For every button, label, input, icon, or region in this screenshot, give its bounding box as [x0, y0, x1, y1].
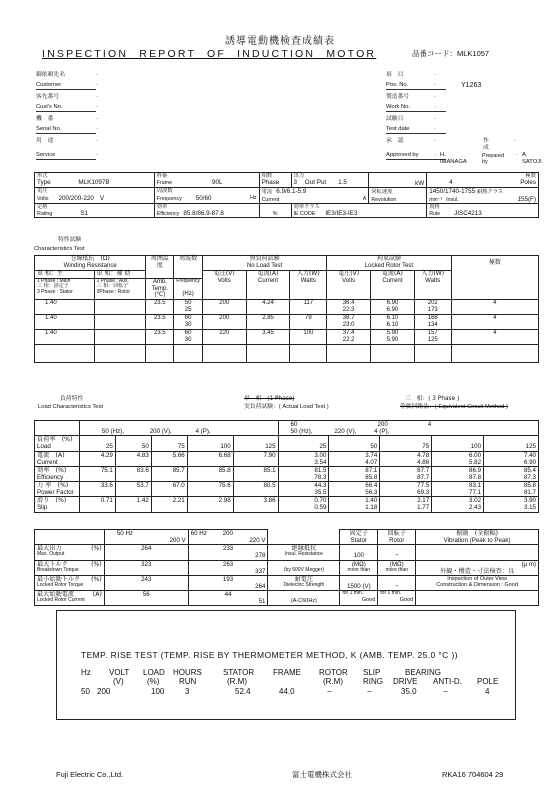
bdt-label: 最大トルク (%) Breakdown Torque	[35, 560, 105, 575]
rev-insul-cell: 1450/1740-1755 耐熱クラス min⁻¹ Insul. 155(F)	[427, 188, 539, 203]
ins-rotor-value: −	[378, 545, 416, 560]
eff-unit-cell: %	[259, 203, 291, 217]
dot: ·	[434, 138, 436, 144]
dot: ·	[96, 82, 98, 88]
dot: ·	[434, 104, 436, 110]
load-current-label: 電流 (A) Current	[35, 451, 80, 466]
stator-head: 固定子 Stator	[340, 530, 378, 545]
lr-volts-values: 37.4 22.2	[327, 329, 371, 344]
perf-60hz-head: 60 Hz 200 220 V	[188, 530, 268, 545]
freq-cell: 周波数 Frequency 50/60 Hz	[154, 188, 259, 203]
amb-temp-head: 周囲温度	[146, 256, 174, 279]
load-condition-row	[35, 421, 539, 436]
phase-cell: 相数 Phase	[259, 173, 291, 188]
ds-label: 耐電圧 Dielectric Strength	[268, 575, 340, 590]
title-japanese: 誘導電動機検査成績表	[225, 36, 335, 47]
perf-lrt-row: 最小始動トルク (%) Locked Rotor Torque 243 193 264 耐電圧 Dielectric Strength 1500 (V) − Inspection of Outer View Construction & Dimension : Good	[35, 575, 539, 590]
single-phase-label: 単 相 (1 Phase)	[244, 396, 295, 402]
main-head: 単 相：主	[35, 270, 95, 278]
load-pf-label: 力 率 (%) Power Factor	[35, 482, 80, 497]
dot: ·	[516, 152, 518, 158]
winding-resistance-head: 巻線抵抗 (Ω) Winding Resistance	[35, 256, 146, 271]
footer-company-en: Fuji Electric Co.,Ltd.	[56, 770, 124, 779]
load-current-row: 電流 (A) Current 4.29 4.83 5.66 6.68 7.90 3.00 3.54 3.74 4.07 4.78 4.86 6.00 5.82 7.40 6.90	[35, 451, 539, 466]
approved-label-en: Approved by	[386, 152, 446, 160]
dot: ·	[434, 152, 436, 158]
lr-current-values: 5.90 5.90	[371, 329, 415, 344]
temp-rise-title: TEMP. RISE TEST (TEMP. RISE BY THERMOMETER METHOD, K (AMB. TEMP. 25.0 °C ))	[81, 650, 458, 660]
footer-doc-no: RKA16 704604 29	[442, 770, 504, 779]
ds-rotor: −	[378, 575, 416, 590]
type-cell: 形式 Type MLK1097B	[35, 173, 155, 188]
ins-stator-unit: (MΩ) more than	[340, 560, 378, 575]
test-label-en: Test date	[386, 126, 446, 134]
custno-label-ja: 客先番号	[36, 94, 60, 100]
iecode-cell: 効率クラス IE CODE IE3/IE3-IE3	[291, 203, 427, 217]
work-label-ja: 製造番号	[386, 94, 410, 100]
phase-output-cell: 出力 3 Out Put 1.5	[291, 173, 369, 188]
characteristics-table	[34, 255, 539, 363]
main-en-head: 1 Phase : Main 三 相：固定子 3 Phase : Stator	[35, 278, 95, 300]
performance-table	[34, 529, 539, 606]
dot: ·	[96, 116, 98, 122]
three-phase-label: 三 相：( 3 Phase )	[405, 396, 460, 402]
poles-head: 極数	[451, 256, 538, 300]
temp-rise-box: TEMP. RISE TEST (TEMP. RISE BY THERMOMETER METHOD, K (AMB. TEMP. 25.0 °C )) Hz VOLT LOAD HOURS STATOR FRAME ROTOR SLIP BEARING (V) (%) RUN (R.M) (R.M) RING DRIVE ANTI-D. POLE 50 200 100 3 52.4 44.0 − − 35.0 − 4	[56, 610, 516, 720]
char-head-1	[35, 256, 539, 271]
ins-rotor-unit: (MΩ) more than	[378, 560, 416, 575]
perf-bdt-row: 最大トルク (%) Breakdown Torque 323 263 337 (by 500V Megger) (MΩ) more than (MΩ) more than (μ m) 外観・構造・寸法検査：良	[35, 560, 539, 575]
work-label-en: Work No.	[386, 104, 446, 112]
revolution-cell: 回転速度 Revolution	[369, 188, 427, 203]
load-rate-row: 負荷率 (%) Load 25 50 75 100 125 25 50 75 100 125	[35, 436, 539, 451]
char-row-2: 1.40 23.5 60 30 200 2.85 79 38.7 23.0 6.10 6.10 168 134 4	[35, 315, 539, 330]
custno-label-en: Cust's No.	[36, 104, 96, 112]
volts-cell: 電圧 Volts 200/200-220 V	[35, 188, 155, 203]
freq-values: 60 30	[174, 329, 203, 344]
frame-cell: 枠番 Frame 90L	[154, 173, 259, 188]
load-slip-label: 滑り (%) Slip	[35, 497, 80, 512]
lrc-label: 最大始動電流 (A) Locked Rotor Current	[35, 591, 105, 606]
load-pf-row: 力 率 (%) Power Factor 33.6 53.7 67.0 75.6 80.5 44.3 35.5 66.4 56.3 77.5 69.3 83.1 77.1 85.8 81.7	[35, 482, 539, 497]
lr-current-values: 6.90 6.90	[371, 300, 415, 315]
lr-watts-values: 168 134	[414, 315, 451, 330]
pos-value: Y1263	[461, 82, 482, 89]
actual-load-label: 実負荷試験：( Actual Load Test )	[244, 404, 329, 410]
ds-rotor-good: for 1 min. Good	[378, 591, 416, 606]
customer-label-en: Customer	[36, 82, 96, 90]
lr-watts-values: 157 125	[414, 329, 451, 344]
spec-row-3	[35, 203, 539, 217]
load-eff-label: 効率 (%) Efficiency	[35, 466, 80, 481]
prepared-label-ja: 作 成	[483, 138, 495, 151]
freq-values: 60 30	[174, 315, 203, 330]
ds-stator-good: for 1 min. Good	[340, 591, 378, 606]
vib-unit-cell: (μ m) 外観・構造・寸法検査：良	[416, 560, 539, 575]
freq-values: 50 25	[174, 300, 203, 315]
customer-label-ja: 御依頼先名	[36, 72, 65, 78]
freq-unit-head: Frequency (Hz)	[174, 278, 203, 300]
product-code-label: 品番コード：	[412, 49, 457, 58]
dot: ·	[96, 72, 98, 78]
service-label-en: Service	[36, 152, 96, 160]
lrc-60: 44 51	[188, 591, 268, 606]
load-title-en: Load Characteristics Test	[38, 404, 103, 410]
aux-head: 単 相：補 助	[94, 270, 146, 278]
lr-watts-head: 入力(W) Watts	[414, 270, 451, 300]
dot: ·	[434, 94, 436, 100]
cond-50hz: 50 (Hz), 200 (V), 4 (P),	[79, 421, 278, 436]
output-unit-cell: kW	[369, 173, 427, 188]
lr-volts-head: 電圧(V) Volts	[327, 270, 371, 300]
char-title-en: Characteristics Test	[34, 246, 85, 252]
nl-volts-head: 電圧(V) Volts	[202, 270, 246, 300]
rating-cell: 定格 Rating S1	[35, 203, 155, 217]
lr-watts-values: 202 173	[414, 300, 451, 315]
dot: ·	[96, 152, 98, 158]
dot: ·	[96, 138, 98, 144]
cond-60hz: 60 200 4 50 (Hz), 220 (V), 4 (P),	[278, 421, 538, 436]
dot: ·	[96, 104, 98, 110]
dot: ·	[434, 116, 436, 122]
current-cell: 電流 6.9/6.1-5.9 Current A	[259, 188, 369, 203]
perf-head-row	[35, 530, 539, 545]
eff-cell: 効率 Efficiency 85.8/86.9-87.8	[154, 203, 259, 217]
ds-value: 1500 (V)	[340, 575, 378, 590]
load-rate-label: 負荷率 (%) Load	[35, 436, 80, 451]
perf-lrc-row: 最大始動電流 (A) Locked Rotor Current 56 44 51 (A-C60Hz) for 1 min. Good for 1 min. Good	[35, 591, 539, 606]
dot: ·	[96, 94, 98, 100]
amb-unit-head: Amb. Temp. (℃)	[146, 278, 174, 300]
item-label-ja: 項 目	[386, 72, 404, 78]
load-table	[34, 420, 539, 513]
lr-volts-values: 38.7 23.0	[327, 315, 371, 330]
lr-current-values: 6.10 6.10	[371, 315, 415, 330]
serial-label-en: Serial No.	[36, 126, 96, 134]
test-label-ja: 試験日	[386, 116, 404, 122]
approved-value: H. IMANAGA	[440, 152, 467, 165]
pos-label: Pos. No.	[386, 82, 446, 90]
vibration-head: 振動 (全振幅) Vibration (Peak to Peak)	[416, 530, 539, 545]
prepared-value: A. SATOJI	[522, 152, 542, 165]
perf-50hz-head: 50 Hz 200 V	[104, 530, 188, 545]
dot: ·	[434, 72, 436, 78]
ins-label: 絶縁抵抗 Insul. Resistance	[268, 545, 340, 560]
char-row-3: 1.40 23.5 60 30 220 3.45 100 37.4 22.2 5.90 5.90 157 125 4	[35, 329, 539, 344]
title-english: INSPECTION REPORT OF INDUCTION MOTOR	[42, 48, 377, 60]
maxout-60: 233 278	[188, 545, 268, 560]
dot: ·	[514, 138, 516, 144]
load-eff-row: 効率 (%) Efficiency 75.1 83.6 85.7 85.8 85.1 81.5 78.3 87.1 85.8 87.7 87.7 86.9 87.8 85.4 87.3	[35, 466, 539, 481]
equiv-circuit-label: 等価回路法：( Equivalent Circuit Method )	[400, 404, 508, 410]
serial-label-ja: 機 番	[36, 116, 54, 122]
product-code-value: MLK1057	[457, 49, 490, 58]
locked-rotor-head: 拘束試験 Locked Rotor Test	[327, 256, 451, 271]
load-title-ja: 負荷特性	[60, 396, 84, 402]
ins-megger: (by 500V Megger)	[268, 560, 340, 575]
lrt-label: 最小始動トルク (%) Locked Rotor Torque	[35, 575, 105, 590]
prepared-label-en: Prepared by	[482, 153, 505, 166]
lr-volts-values: 36.4 22.3	[327, 300, 371, 315]
dot: ·	[434, 126, 436, 132]
service-label-ja: 用 途	[36, 138, 54, 144]
load-slip-row: 滑り (%) Slip 0.71 1.42 2.21 2.98 3.86 0.70 0.59 1.40 1.18 2.17 1.77 3.02 2.43 3.90 3.15	[35, 497, 539, 512]
no-load-head: 無負荷試験 No Load Test	[202, 256, 326, 271]
rotor-head: 回転子 Rotor	[378, 530, 416, 545]
spec-row-2	[35, 188, 539, 203]
lr-current-head: 電流(A) Current	[371, 270, 415, 300]
spec-row-1	[35, 173, 539, 188]
char-row-empty	[35, 344, 539, 362]
aux-en-head: 1 Phase : Aux. 三 相：回転子 3Phase : Rotor	[94, 278, 146, 300]
approved-label-ja: 承 認	[386, 138, 404, 144]
ds-hz: (A-C60Hz)	[268, 591, 340, 606]
nl-current-head: 電流(A) Current	[246, 270, 290, 300]
frequency-head: 周波数	[174, 256, 203, 279]
nl-watts-head: 入力(W) Watts	[290, 270, 327, 300]
maxout-label: 最大出力 (%) Max. Output	[35, 545, 105, 560]
poles-cell: 極数 4 Poles	[427, 173, 539, 188]
char-row-1: 1.40 23.5 50 25 200 4.24 117 36.4 22.3 6.90 6.90 202 173 4	[35, 300, 539, 315]
perf-maxout-row: 最大出力 (%) Max. Output 264 233 278 絶縁抵抗 Insul. Resistance 100 −	[35, 545, 539, 560]
outer-view-cell: Inspection of Outer View Construction & Dimension : Good	[416, 575, 539, 590]
dot: ·	[96, 126, 98, 132]
ins-stator-value: 100	[340, 545, 378, 560]
product-code	[412, 50, 489, 59]
footer-company-ja: 富士電機株式会社	[292, 770, 352, 779]
spec-table	[34, 172, 539, 218]
dot: ·	[434, 82, 436, 88]
bdt-60: 263 337	[188, 560, 268, 575]
lrt-60: 193 264	[188, 575, 268, 590]
rule-cell: 規格 Rule JISC4213	[427, 203, 539, 217]
char-title-ja: 特性試験	[58, 237, 82, 243]
